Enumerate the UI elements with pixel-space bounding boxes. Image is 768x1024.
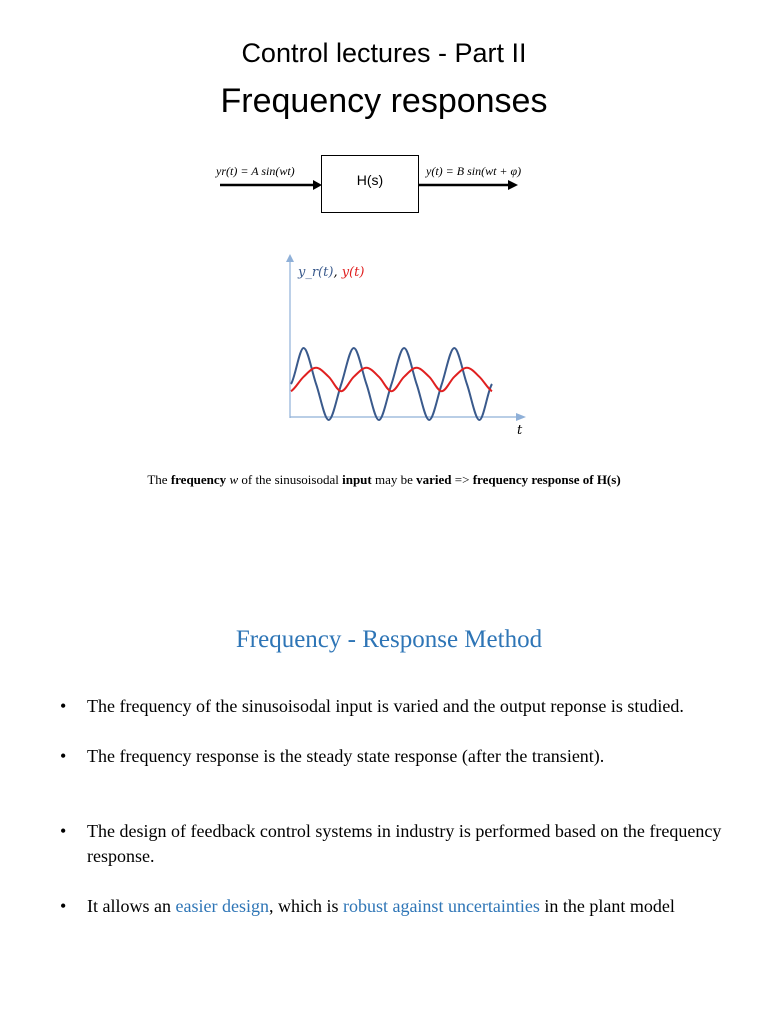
- bullet-highlight: easier design: [175, 896, 269, 916]
- bullet-marker: •: [60, 696, 67, 716]
- list-item: [60, 694, 740, 719]
- list-item: [60, 744, 740, 769]
- caption-bold: input: [342, 472, 372, 487]
- bullet-marker: •: [60, 746, 67, 766]
- series-line-reference: [291, 348, 492, 420]
- bullet-text: The frequency response is the steady state response (after the transient).: [87, 746, 605, 766]
- section-title: Frequency - Response Method: [235, 626, 543, 653]
- transfer-function-block: [321, 155, 419, 213]
- x-axis-arrow: [516, 413, 526, 421]
- list-item: [60, 819, 740, 869]
- plot-ylabel: [297, 265, 364, 280]
- y-axis-arrow: [286, 254, 294, 262]
- slide-title: Frequency responses: [220, 82, 548, 120]
- bullet-text: in the plant model: [539, 896, 675, 916]
- caption-bold: frequency: [170, 472, 227, 487]
- bullet-marker: •: [60, 821, 67, 841]
- bullet-list: [60, 694, 740, 919]
- caption-text: =>: [451, 472, 473, 487]
- sine-response-plot: [280, 250, 540, 445]
- output-arrow: [419, 178, 521, 192]
- frequency-caption: [0, 472, 768, 488]
- ylabel-reference: y_r(t): [298, 265, 334, 280]
- input-arrow: [220, 178, 325, 192]
- caption-italic: w: [229, 472, 239, 487]
- block-label: H(s): [356, 172, 384, 188]
- plot-xlabel: t: [517, 423, 523, 438]
- bullet-text: , which is: [268, 896, 343, 916]
- caption-bold: varied: [416, 472, 452, 487]
- bullet-text: The frequency of the sinusoisodal input is varied and the output reponse is studied.: [87, 696, 684, 716]
- series-line-output: [291, 368, 492, 391]
- input-equation: yr(t) = A sin(wt): [216, 164, 295, 178]
- list-item: [60, 894, 740, 919]
- bullet-marker: •: [60, 896, 67, 916]
- caption-bold: frequency response of H(s): [472, 472, 621, 487]
- ylabel-output: y(t): [341, 265, 365, 280]
- bullet-text: The design of feedback control systems in industry is performed based on the frequency response.: [87, 821, 722, 866]
- slide-subtitle: Control lectures - Part II: [241, 38, 527, 68]
- ylabel-separator: ,: [333, 265, 342, 280]
- caption-text: of the sinusoisodal: [238, 472, 343, 487]
- caption-text: may be: [371, 472, 417, 487]
- bullet-text: It allows an: [87, 896, 176, 916]
- output-equation: y(t) = B sin(wt + φ): [426, 164, 522, 178]
- bullet-highlight: robust against uncertainties: [342, 896, 540, 916]
- caption-text: The: [147, 472, 171, 487]
